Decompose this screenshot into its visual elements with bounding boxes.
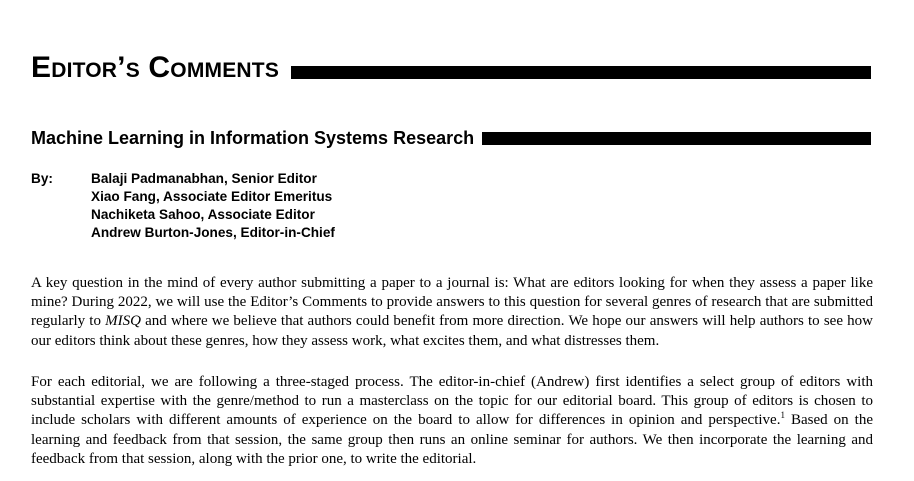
- paragraph-text: and where we believe that authors could benefit from more direction. We hope our answers will help authors to see how our editors think about these genres, how they assess work, what excites them, and what distresses them.: [31, 313, 873, 349]
- paragraph-text: Based on the learning and feedback from that session, the same group then runs an online seminar for authors. We then incorporate the learning and feedback from that session, along with the prior one, to write the editorial.: [31, 412, 873, 467]
- article-title: Machine Learning in Information Systems Research: [31, 128, 475, 148]
- by-label: By:: [31, 171, 53, 186]
- paragraph-text: A key question in the mind of every author submitting a paper to a journal is: What are editors looking for when they assess a paper like mine? During 2022, we will use the Editor’s Comments to provide answers to this question for several genres of research that are submitted regularly to: [31, 275, 873, 330]
- footnote-marker[interactable]: 1: [780, 410, 785, 421]
- subtitle-row: [31, 126, 871, 148]
- journal-name: MISQ: [105, 313, 141, 330]
- paragraph-text: For each editorial, we are following a three-staged process. The editor-in-chief (Andrew) first identifies a select group of editors with substantial expertise with the genre/method to run a masterclass on the topic for our editorial board. This group of editors is chosen to include scholars with different amounts of experience on the board to allow for differences in opinion and perspective.: [31, 374, 873, 429]
- author-item: Nachiketa Sahoo, Associate Editor: [91, 207, 315, 222]
- subtitle-rule: [482, 132, 871, 145]
- author-item: Balaji Padmanabhan, Senior Editor: [91, 171, 317, 186]
- page-title-row: [31, 49, 871, 83]
- author-item: Andrew Burton-Jones, Editor-in-Chief: [91, 225, 335, 240]
- title-rule: [291, 66, 871, 79]
- page-title: Editor’s Comments: [31, 51, 280, 84]
- author-list: [91, 170, 335, 242]
- author-item: Xiao Fang, Associate Editor Emeritus: [91, 189, 333, 204]
- body-paragraph-1: [31, 274, 873, 351]
- body-paragraph-2: [31, 373, 873, 469]
